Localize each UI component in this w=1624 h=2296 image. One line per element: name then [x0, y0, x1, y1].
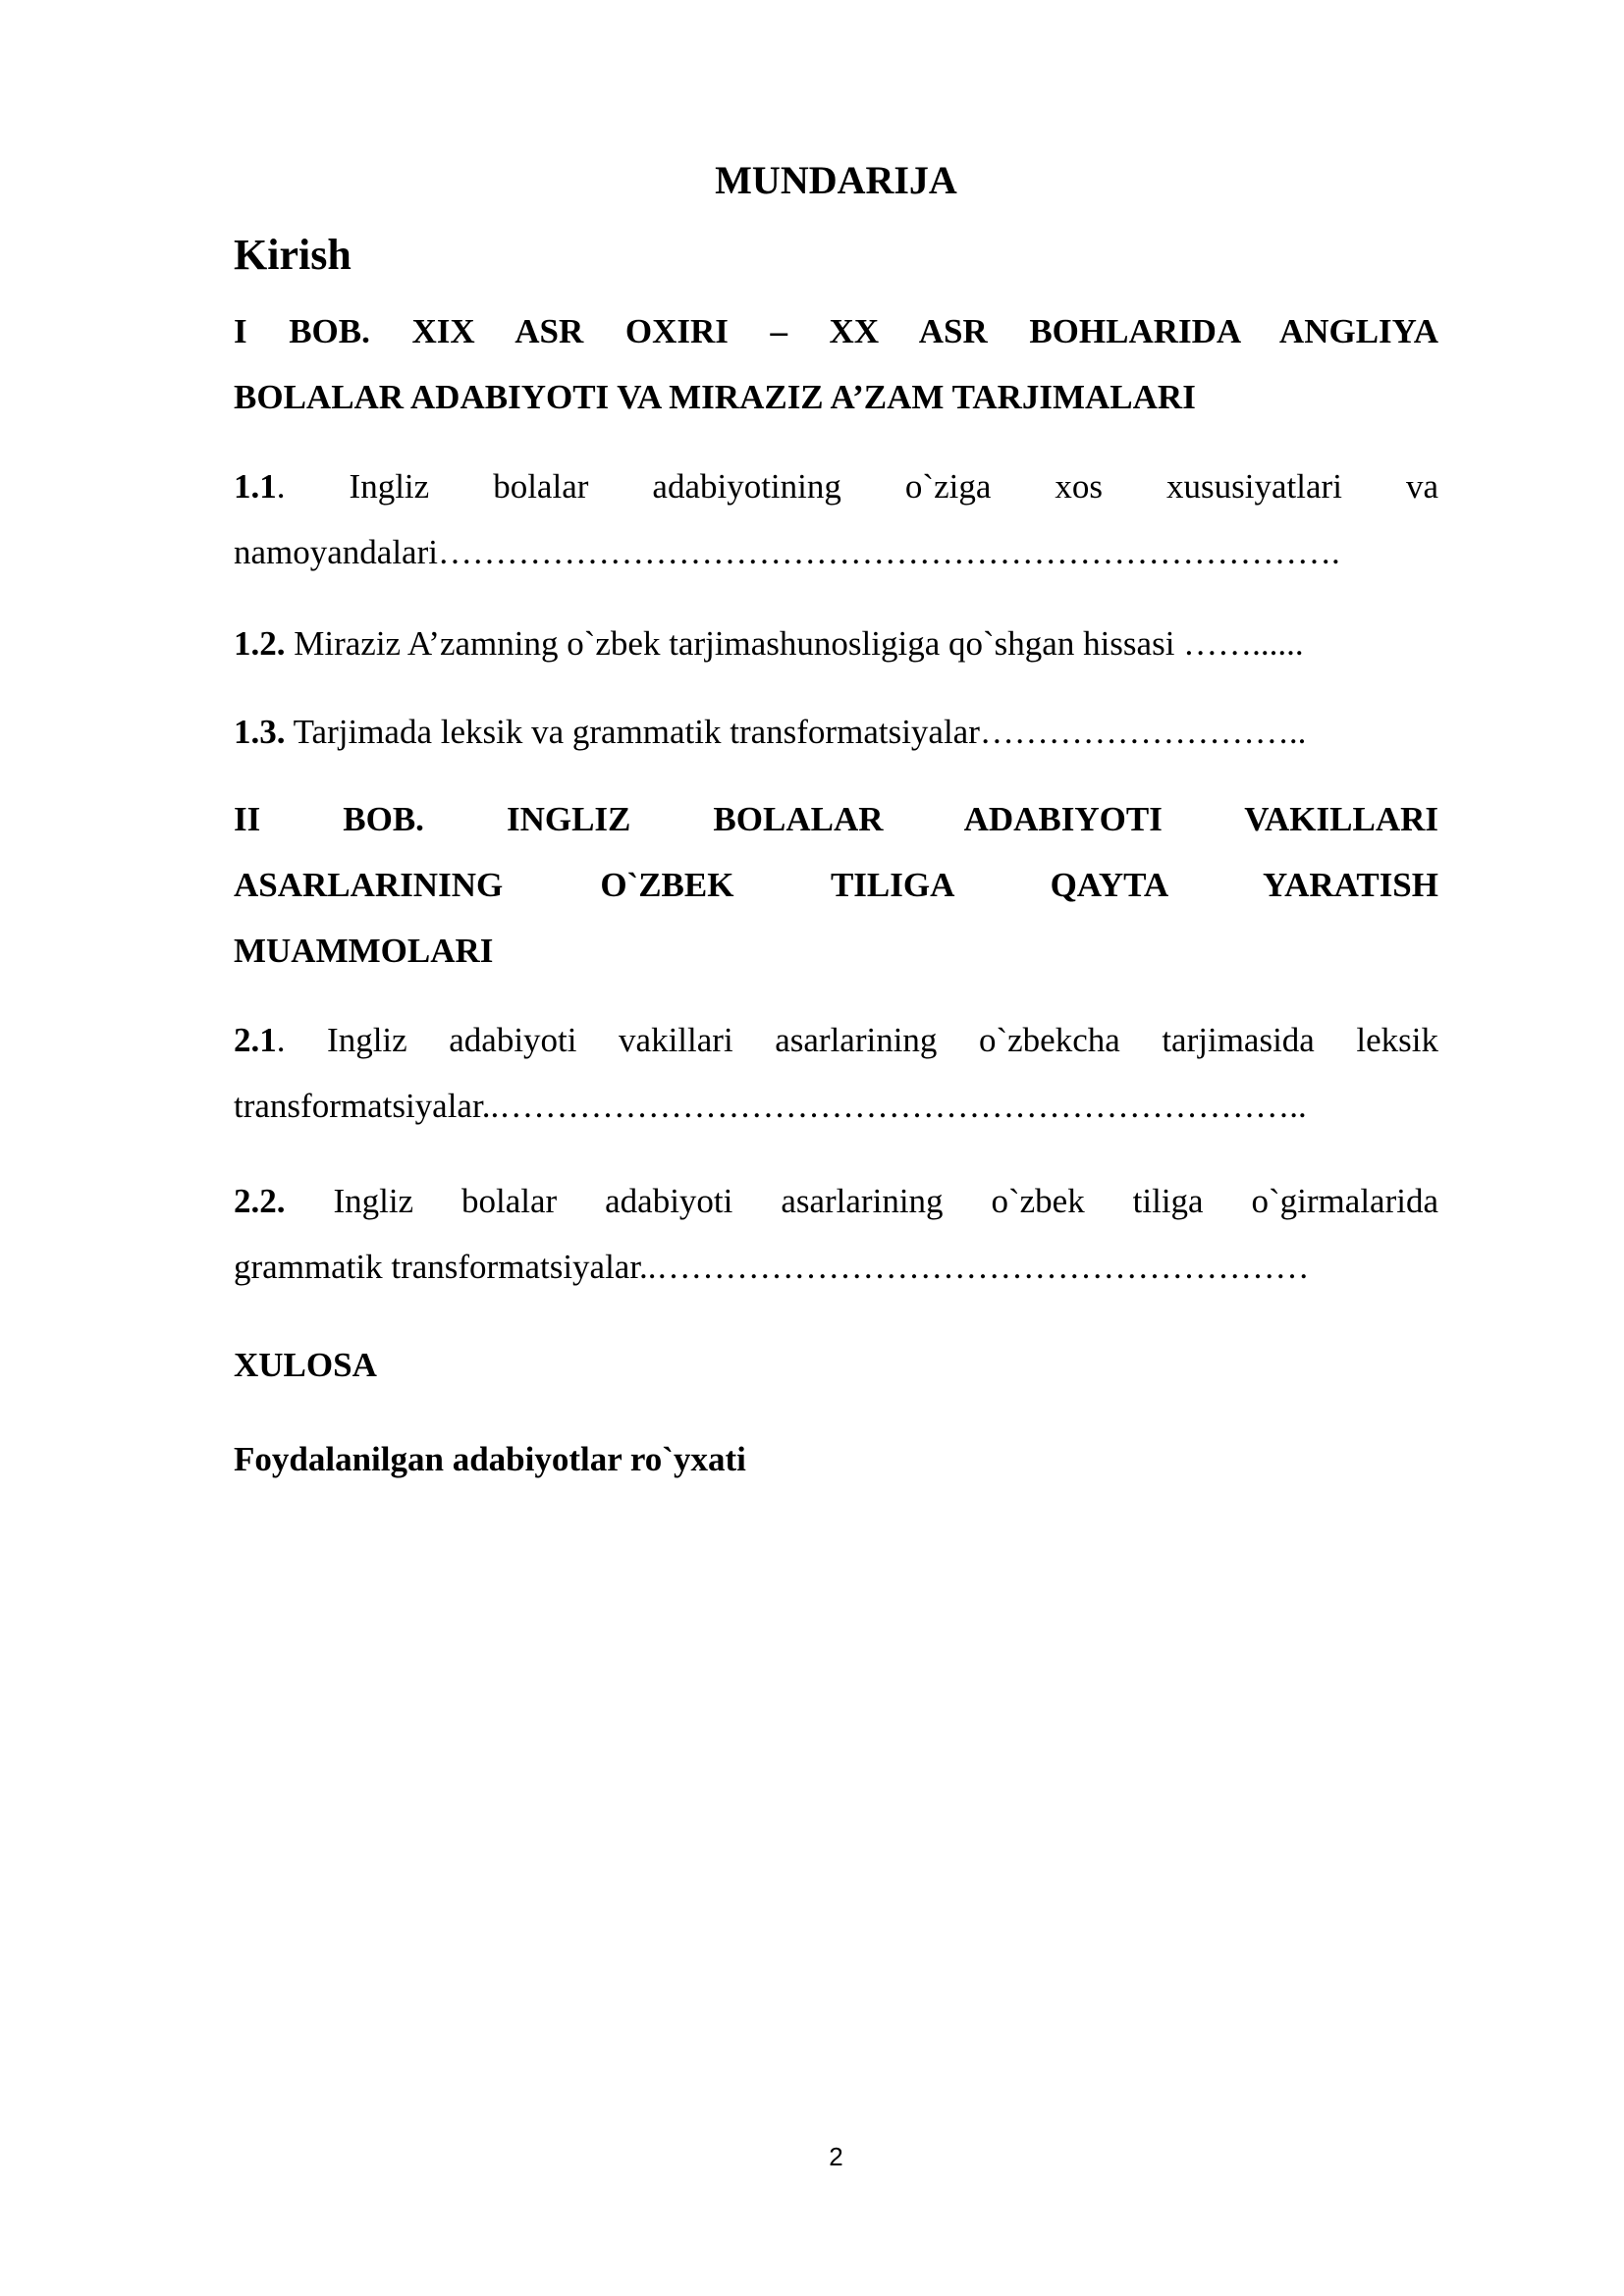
toc-chapter-2-line-2: ASARLARINING O`ZBEK TILIGA QAYTA YARATISH: [234, 866, 1438, 904]
toc-entry-references: Foydalanilgan adabiyotlar ro`yxati: [234, 1440, 746, 1478]
toc-section-1-3-line: [234, 699, 1438, 765]
toc-entry-conclusion: XULOSA: [234, 1346, 377, 1384]
toc-section-1-2: [234, 611, 1438, 676]
toc-section-1-1-title: . Ingliz bolalar adabiyotining o`ziga xos xususiyatlari va: [276, 467, 1438, 506]
toc-section-1-1-line-2: namoyandalari…………………………………………………………………….: [234, 533, 1340, 571]
toc-chapter-2-line-1: II BOB. INGLIZ BOLALAR ADABIYOTI VAKILLARI: [234, 800, 1438, 838]
toc-section-1-2-title: Miraziz A’zamning o`zbek tarjimashunosligiga qo`shgan hissasi ……......: [285, 624, 1304, 663]
toc-chapter-2: [234, 786, 1438, 984]
toc-section-number: 1.1: [234, 467, 277, 506]
toc-section-1-2-line: [234, 611, 1438, 676]
toc-section-number: 2.2.: [234, 1182, 286, 1220]
toc-section-number: 1.3.: [234, 713, 286, 751]
toc-chapter-1: [234, 298, 1438, 430]
toc-section-number: 2.1: [234, 1021, 277, 1059]
toc-section-2-2: [234, 1168, 1438, 1300]
toc-section-1-1-line-1: [234, 454, 1438, 519]
toc-entry-introduction: Kirish: [234, 231, 352, 279]
toc-section-1-3-title: Tarjimada leksik va grammatik transformatsiyalar………………………..: [285, 713, 1307, 751]
toc-section-2-1-title: . Ingliz adabiyoti vakillari asarlarining o`zbekcha tarjimasida leksik: [276, 1021, 1438, 1059]
toc-chapter-2-line-3: MUAMMOLARI: [234, 932, 494, 970]
toc-section-1-1: [234, 454, 1438, 585]
toc-section-1-3: [234, 699, 1438, 765]
document-page: [234, 0, 1438, 2296]
toc-section-2-2-title: Ingliz bolalar adabiyoti asarlarining o`zbek tiliga o`girmalarida: [285, 1182, 1438, 1220]
toc-section-2-1-line-2: transformatsiyalar..……………………………………………………………..: [234, 1087, 1307, 1125]
toc-section-2-2-line-1: [234, 1168, 1438, 1234]
page-title: MUNDARIJA: [715, 158, 957, 202]
toc-section-2-1: [234, 1007, 1438, 1139]
toc-section-2-1-line-1: [234, 1007, 1438, 1073]
toc-section-number: 1.2.: [234, 624, 286, 663]
page-number: 2: [829, 2142, 843, 2171]
toc-chapter-1-line-2: BOLALAR ADABIYOTI VA MIRAZIZ A’ZAM TARJIMALARI: [234, 378, 1196, 416]
toc-section-2-2-line-2: grammatik transformatsiyalar..…………………………………………………: [234, 1248, 1310, 1286]
toc-chapter-1-line-1: I BOB. XIX ASR OXIRI – XX ASR BOHLARIDA ANGLIYA: [234, 312, 1438, 350]
